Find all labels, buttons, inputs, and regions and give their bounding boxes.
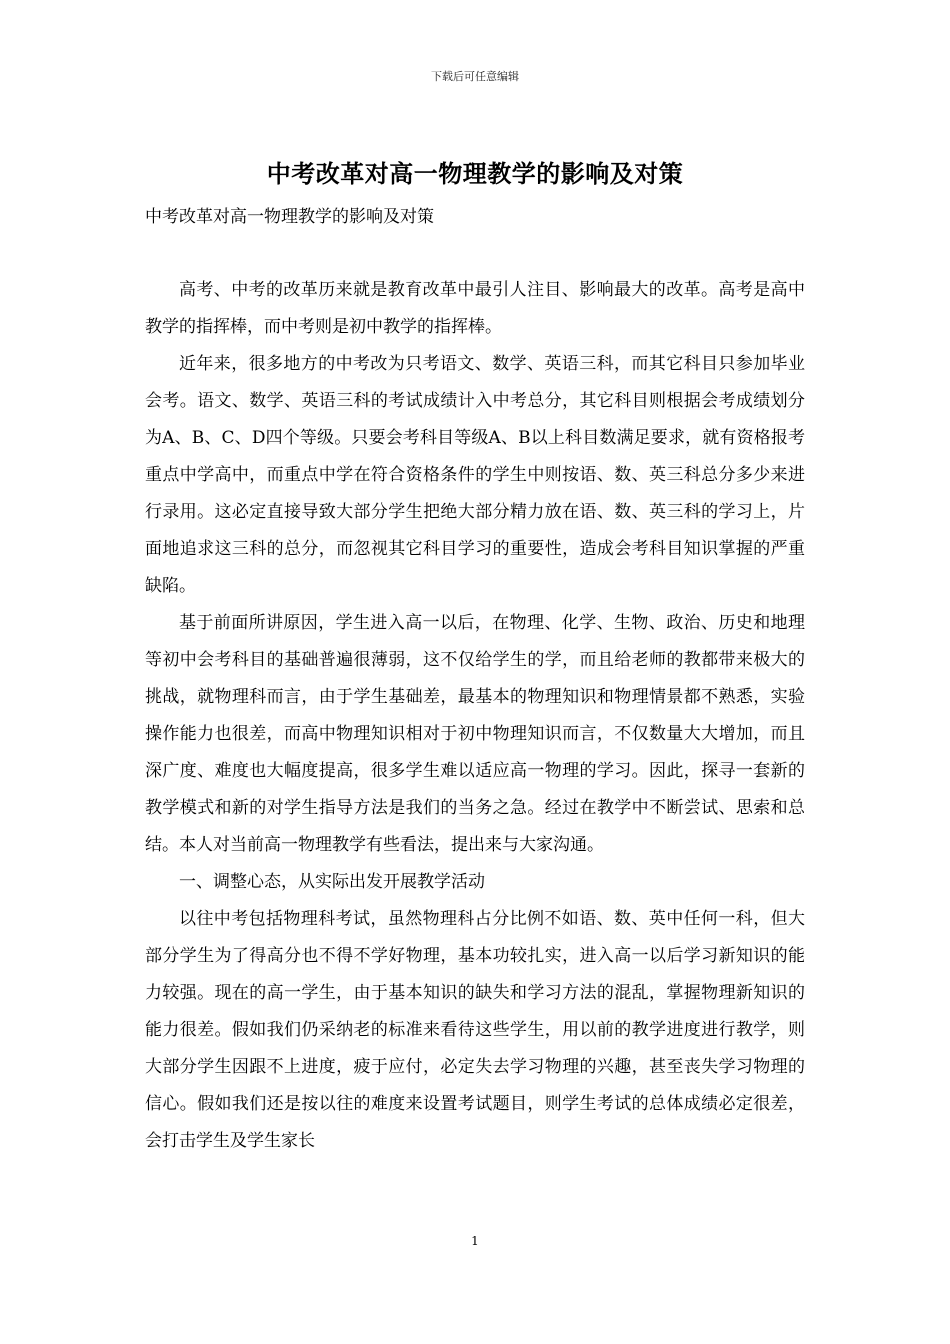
document-body <box>145 272 805 1160</box>
paragraph: 高考、中考的改革历来就是教育改革中最引人注目、影响最大的改革。高考是高中教学的指挥棒，而中考则是初中教学的指挥棒。 <box>145 280 805 337</box>
document-title: 中考改革对高一物理教学的影响及对策 <box>266 159 684 188</box>
paragraph: 以往中考包括物理科考试，虽然物理科占分比例不如语、数、英中任何一科，但大部分学生为了得高分也不得不学好物理，基本功较扎实，进入高一以后学习新知识的能力较强。现在的高一学生，由于基本知识的缺失和学习方法的混乱，掌握物理新知识的能力很差。假如我们仍采纳老的标准来看待这些学生，用以前的教学进度进行教学，则大部分学生因跟不上进度，疲于应付，必定失去学习物理的兴趣，甚至丧失学习物理的信心。假如我们还是按以往的难度来设置考试题目，则学生考试的总体成绩必定很差，会打击学生及学生家长 <box>145 909 805 1151</box>
paragraph: 基于前面所讲原因，学生进入高一以后，在物理、化学、生物、政治、历史和地理等初中会考科目的基础普遍很薄弱，这不仅给学生的学，而且给老师的教都带来极大的挑战，就物理科而言，由于学生基础差，最基本的物理知识和物理情景都不熟悉，实验操作能力也很差，而高中物理知识相对于初中物理知识而言，不仅数量大大增加，而且深广度、难度也大幅度提高，很多学生难以适应高一物理的学习。因此，探寻一套新的教学模式和新的对学生指导方法是我们的当务之急。经过在教学中不断尝试、思索和总结。本人对当前高一物理教学有些看法，提出来与大家沟通。 <box>145 613 805 855</box>
paragraph: 近年来，很多地方的中考改为只考语文、数学、英语三科，而其它科目只参加毕业会考。语文、数学、英语三科的考试成绩计入中考总分，其它科目则根据会考成绩划分为A、B、C、D四个等级。只要会考科目等级A、B以上科目数满足要求，就有资格报考重点中学高中，而重点中学在符合资格条件的学生中则按语、数、英三科总分多少来进行录用。这必定直接导致大部分学生把绝大部分精力放在语、数、英三科的学习上，片面地追求这三科的总分，而忽视其它科目学习的重要性，造成会考科目知识掌握的严重缺陷。 <box>145 354 805 596</box>
page-header: 下载后可任意编辑 <box>431 70 519 83</box>
document-subtitle: 中考改革对高一物理教学的影响及对策 <box>145 207 434 227</box>
page-number: 1 <box>471 1234 479 1248</box>
section-heading: 一、调整心态，从实际出发开展教学活动 <box>179 872 485 892</box>
